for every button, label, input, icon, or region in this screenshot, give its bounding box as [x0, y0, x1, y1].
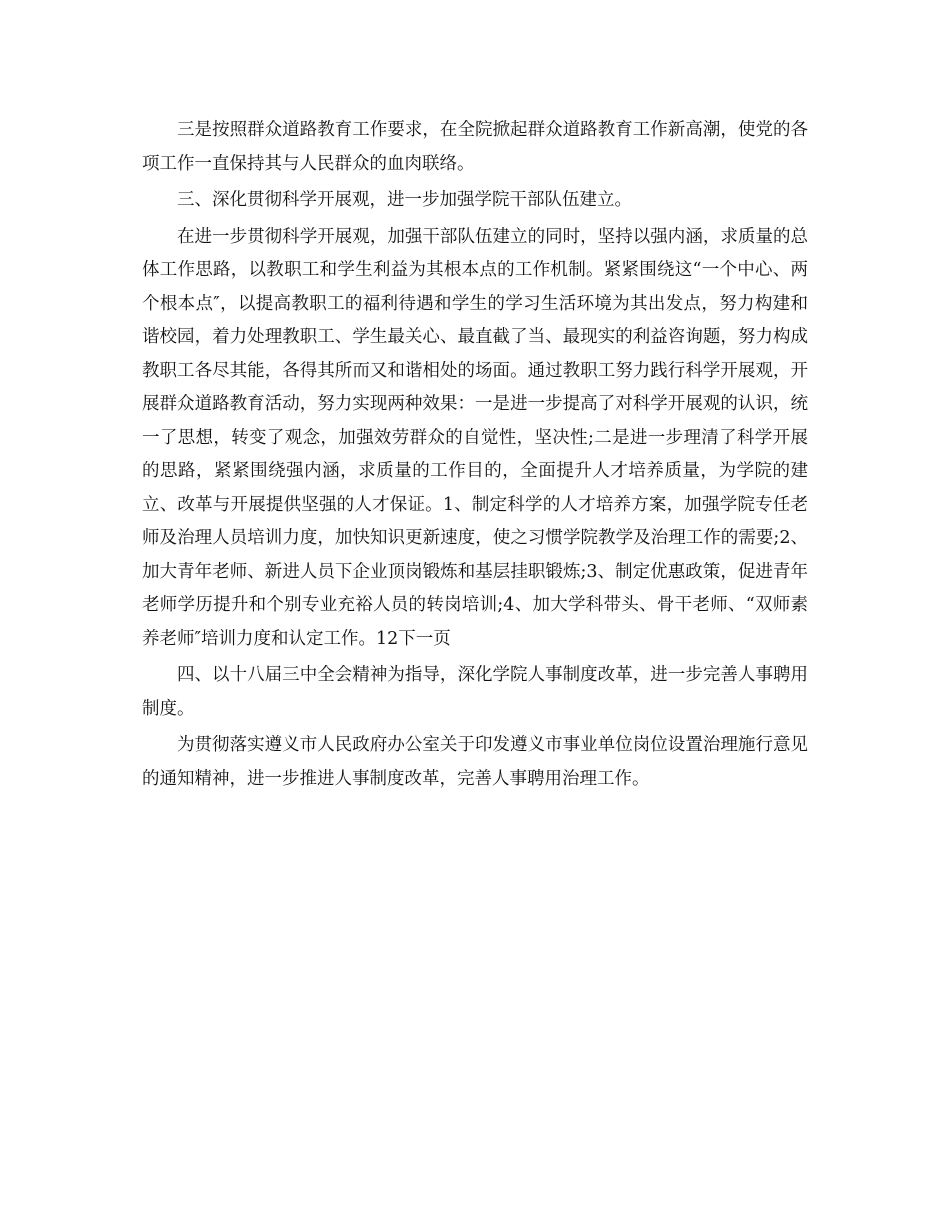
paragraph-personnel-reform: 为贯彻落实遵义市人民政府办公室关于印发遵义市事业单位岗位设置治理施行意见的通知精神，进一步推进人事制度改革，完善人事聘用治理工作。: [142, 735, 808, 789]
document-body: [142, 114, 808, 796]
section-heading-three: 三、深化贯彻科学开展观，进一步加强学院干部队伍建立。: [177, 190, 632, 210]
paragraph-mass-line-education: 三是按照群众道路教育工作要求，在全院掀起群众道路教育工作新高潮，使党的各项工作一直保持其与人民群众的血肉联络。: [142, 120, 808, 174]
paragraph-scientific-development: 在进一步贯彻科学开展观，加强干部队伍建立的同时，坚持以强内涵，求质量的总体工作思路，以教职工和学生利益为其根本点的工作机制。紧紧围绕这“一个中心、两个根本点″，以提高教职工的福利待遇和学生的学习生活环境为其出发点，努力构建和谐校园，着力处理教职工、学生最关心、最直截了当、最现实的利益咨询题，努力构成教职工各尽其能，各得其所而又和谐相处的场面。通过教职工努力践行科学开展观，开展群众道路教育活动，努力实现两种效果：一是进一步提高了对科学开展观的认识，统一了思想，转变了观念，加强效劳群众的自觉性，坚决性;二是进一步理清了科学开展的思路，紧紧围绕强内涵，求质量的工作目的，全面提升人才培养质量，为学院的建立、改革与开展提供坚强的人才保证。1、制定科学的人才培养方案，加强学院专任老师及治理人员培训力度，加快知识更新速度，使之习惯学院教学及治理工作的需要;2、加大青年老师、新进人员下企业顶岗锻炼和基层挂职锻炼;3、制定优惠政策，促进青年老师学历提升和个别专业充裕人员的转岗培训;4、加大学科带头、骨干老师、“双师素养老师″培训力度和认定工作。12下一页: [142, 226, 808, 649]
section-heading-four: 四、以十八届三中全会精神为指导，深化学院人事制度改革，进一步完善人事聘用制度。: [142, 665, 808, 719]
